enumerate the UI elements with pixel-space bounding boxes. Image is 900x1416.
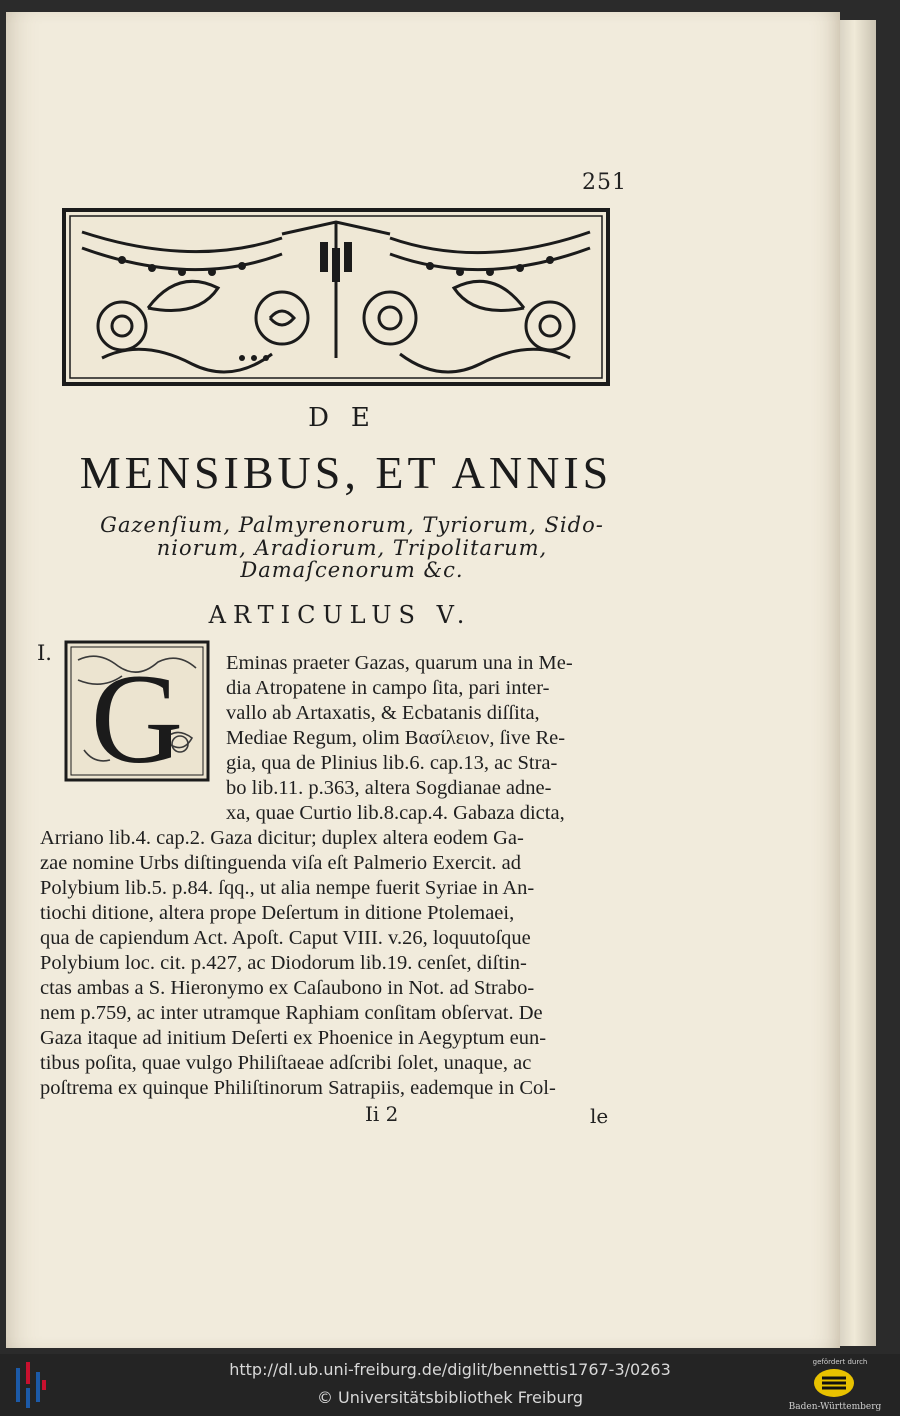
headpiece-ornament-icon: [62, 208, 610, 386]
text-line: gia, qua de Plinius lib.6. cap.13, ac Stra-: [226, 752, 558, 774]
signature-mark: Ii 2: [365, 1102, 399, 1126]
initial-letter: G: [90, 648, 184, 782]
text-line: ctas ambas a S. Hieronymo ex Caſaubono in Not. ad Strabo-: [40, 977, 535, 999]
text-line: tibus poſita, quae vulgo Philiſtaeae adſcribi ſolet, unaque, ac: [40, 1052, 532, 1074]
text-line: xa, quae Curtio lib.8.cap.4. Gabaza dicta,: [226, 802, 565, 824]
text-line: Eminas praeter Gazas, quarum una in Me-: [226, 652, 573, 674]
permalink-url[interactable]: http://dl.ub.uni-freiburg.de/diglit/bennettis1767-3/0263: [229, 1360, 671, 1379]
heading-de: DE: [308, 403, 392, 433]
page-number: 251: [582, 170, 627, 195]
text-line: Mediae Regum, olim Βασίλειον, ſive Re-: [226, 727, 566, 749]
section-number: I.: [37, 641, 52, 665]
text-line: dia Atropatene in campo ſita, pari inter-: [226, 677, 550, 699]
copyright-text: © Universitätsbibliothek Freiburg: [316, 1388, 584, 1407]
text-line: bo lib.11. p.363, altera Sogdianae adne-: [226, 777, 552, 799]
subtitle-line: Gazenſium, Palmyrenorum, Tyriorum, Sido-: [100, 513, 604, 537]
decorated-initial-icon: [64, 640, 210, 782]
page-title: MENSIBUS, ET ANNIS: [79, 447, 613, 498]
text-line: tiochi ditione, altera prope Deſertum in ditione Ptolemaei,: [40, 902, 515, 924]
text-line: Gaza itaque ad initium Deſerti ex Phoenice in Aegyptum eun-: [40, 1027, 547, 1049]
text-line: Polybium loc. cit. p.427, ac Diodorum lib.19. cenſet, diſtin-: [40, 952, 527, 974]
text-line: vallo ab Artaxatis, & Ecbatanis diſſita,: [226, 702, 540, 724]
text-line: poſtrema ex quinque Philiſtinorum Satrapiis, eademque in Col-: [40, 1077, 556, 1099]
baden-wuerttemberg-emblem-icon: [812, 1368, 856, 1398]
sponsor-name: Baden-Württemberg: [788, 1402, 882, 1412]
catchword: le: [590, 1104, 609, 1128]
text-line: Polybium lib.5. p.84. ſqq., ut alia nempe fuerit Syriae in An-: [40, 877, 535, 899]
subtitle-line: niorum, Aradiorum, Tripolitarum,: [156, 536, 548, 560]
sponsor-label: gefördert durch: [812, 1358, 868, 1366]
text-line: zae nomine Urbs diſtinguenda viſa eſt Palmerio Exercit. ad: [40, 852, 522, 874]
text-line: nem p.759, ac inter utramque Raphiam conſitam obſervat. De: [40, 1002, 543, 1024]
text-line: Arriano lib.4. cap.2. Gaza dicitur; duplex altera eodem Ga-: [40, 827, 524, 849]
page-edge: [840, 20, 876, 1346]
article-heading: ARTICULUS V.: [208, 601, 472, 629]
subtitle-line: Damaſcenorum &c.: [240, 558, 464, 582]
text-line: qua de capiendum Act. Apoſt. Caput VIII. v.26, loquutoſque: [40, 927, 531, 949]
